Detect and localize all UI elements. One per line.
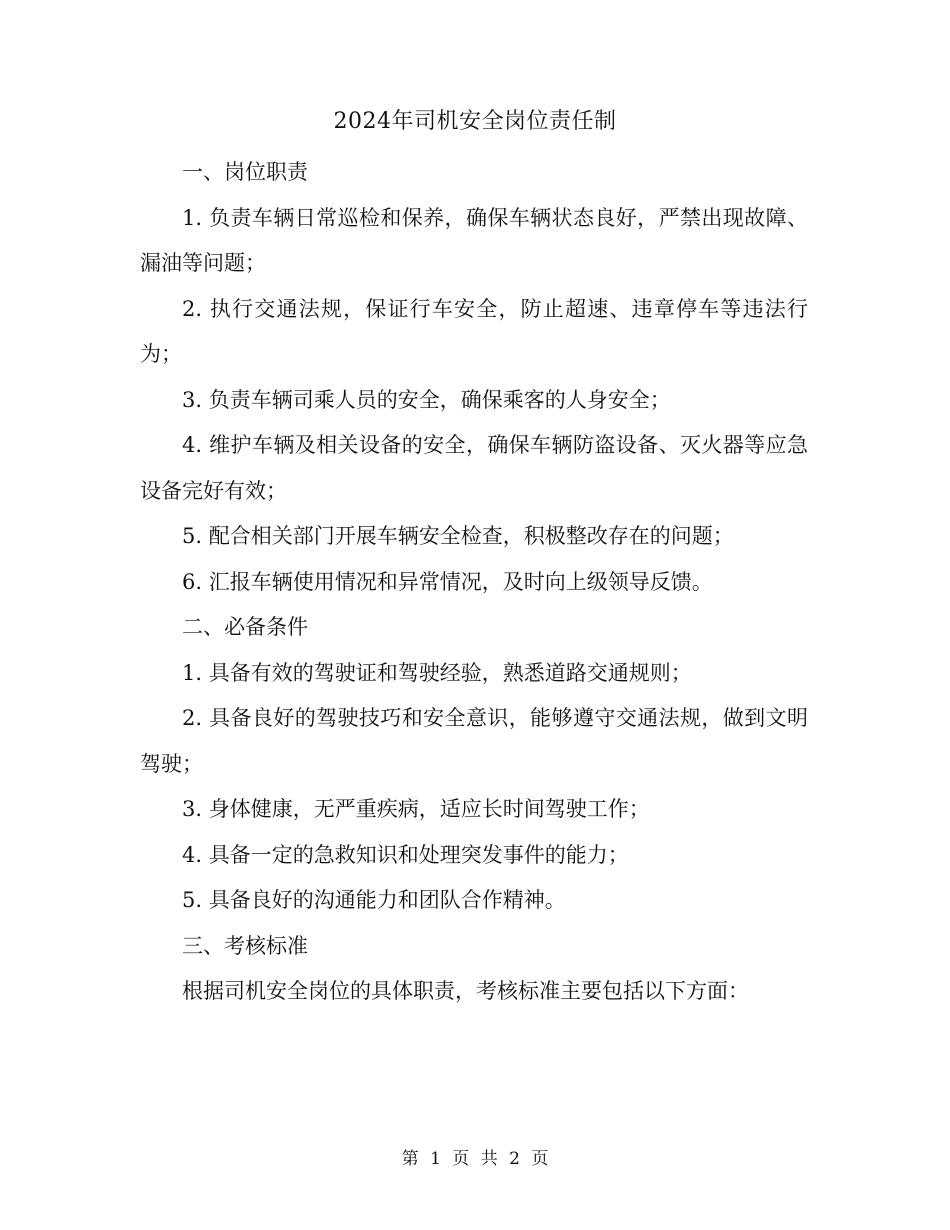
section-heading-duties: 一、岗位职责: [182, 160, 308, 184]
requirement-item-2: 2. 具备良好的驾驶技巧和安全意识，能够遵守交通法规，做到文明驾驶；: [140, 706, 808, 776]
document-body: [140, 150, 808, 1015]
duty-item-2: 2. 执行交通法规，保证行车安全，防止超速、违章停车等违法行为；: [140, 296, 808, 366]
duty-item-1: 1. 负责车辆日常巡检和保养，确保车辆状态良好，严禁出现故障、漏油等问题；: [140, 205, 808, 275]
requirement-item-3: 3. 身体健康，无严重疾病，适应长时间驾驶工作；: [182, 797, 650, 821]
duty-item-3: 3. 负责车辆司乘人员的安全，确保乘客的人身安全；: [182, 387, 671, 412]
page-footer: 第 1 页 共 2 页: [401, 1149, 549, 1169]
duty-item-4: 4. 维护车辆及相关设备的安全，确保车辆防盗设备、灭火器等应急设备完好有效；: [140, 433, 808, 503]
section-heading-requirements: 二、必备条件: [182, 615, 308, 639]
duty-item-6: 6. 汇报车辆使用情况和异常情况，及时向上级领导反馈。: [182, 569, 713, 594]
document-title: 2024年司机安全岗位责任制: [333, 109, 617, 134]
assessment-intro: 根据司机安全岗位的具体职责，考核标准主要包括以下方面：: [182, 979, 749, 1003]
section-heading-assessment: 三、考核标准: [182, 933, 308, 958]
duty-item-5: 5. 配合相关部门开展车辆安全检查，积极整改存在的问题；: [182, 524, 734, 548]
requirement-item-5: 5. 具备良好的沟通能力和团队合作精神。: [182, 888, 566, 912]
requirement-item-1: 1. 具备有效的驾驶证和驾驶经验，熟悉道路交通规则；: [182, 660, 692, 685]
requirement-item-4: 4. 具备一定的急救知识和处理突发事件的能力；: [182, 842, 629, 867]
